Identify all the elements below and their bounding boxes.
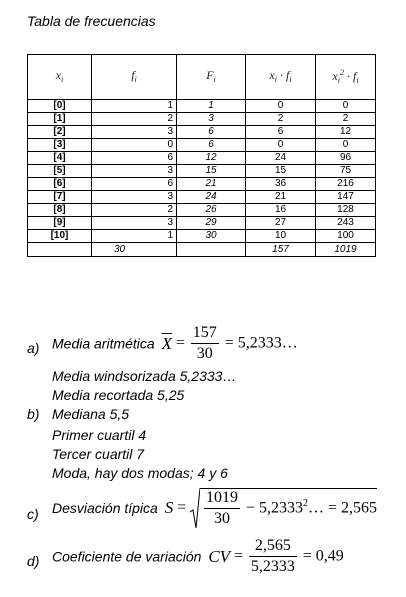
cell-F: 1 xyxy=(177,100,246,113)
std-fraction: $\frac{1019}{30}$ xyxy=(206,489,239,527)
page-title: Tabla de frecuencias xyxy=(27,13,156,29)
cell-f: 6 xyxy=(92,152,177,165)
table-row xyxy=(28,178,376,191)
cell-F: 29 xyxy=(177,217,246,230)
cell-x2f: 216 xyxy=(316,178,376,191)
answer-a-winsorized: Media windsorizada 5,2333… xyxy=(52,368,237,384)
answer-b-q1: Primer cuartil 4 xyxy=(52,427,147,443)
cell-x2f: 0 xyxy=(316,139,376,152)
cell-x: [2] xyxy=(28,126,92,139)
answer-b-label: b) xyxy=(27,406,40,422)
cell-x: [10] xyxy=(28,230,92,243)
cv-symbol: CV xyxy=(208,546,231,566)
cell-F: 15 xyxy=(177,165,246,178)
answer-b-mode: Moda, hay dos modas; 4 y 6 xyxy=(52,465,228,481)
cell-f: 3 xyxy=(92,191,177,204)
cell-xf: 6 xyxy=(246,126,316,139)
table-row xyxy=(28,230,376,243)
cell-x: [5] xyxy=(28,165,92,178)
answer-a-label: a) xyxy=(27,340,40,356)
cell-x: [1] xyxy=(28,113,92,126)
total-x2f: 1019 xyxy=(316,243,376,257)
cell-xf: 24 xyxy=(246,152,316,165)
table-row xyxy=(28,100,376,113)
cell-xf: 10 xyxy=(246,230,316,243)
cell-x2f: 147 xyxy=(316,191,376,204)
cell-xf: 27 xyxy=(246,217,316,230)
cell-xf: 36 xyxy=(246,178,316,191)
cell-x: [6] xyxy=(28,178,92,191)
header-xi: $x_i$ xyxy=(28,55,92,100)
cell-f: 3 xyxy=(92,165,177,178)
table-row xyxy=(28,191,376,204)
cell-x2f: 0 xyxy=(316,100,376,113)
answer-a-trimmed: Media recortada 5,25 xyxy=(52,387,185,403)
answer-d-text: Coeficiente de variación xyxy=(52,548,202,565)
answer-c-label: c) xyxy=(27,506,39,522)
cell-xf: 0 xyxy=(246,100,316,113)
cell-F: 6 xyxy=(177,139,246,152)
cv-result: = 0,49 xyxy=(302,547,344,565)
answer-c-text: Desviación típica xyxy=(52,500,158,516)
cell-F: 24 xyxy=(177,191,246,204)
cell-xf: 15 xyxy=(246,165,316,178)
table-row xyxy=(28,217,376,230)
table-row xyxy=(28,126,376,139)
cell-F: 21 xyxy=(177,178,246,191)
cell-x: [7] xyxy=(28,191,92,204)
totals-row xyxy=(28,243,376,257)
cell-x: [8] xyxy=(28,204,92,217)
table-row xyxy=(28,204,376,217)
answer-c-formula: Desviación típica S = $\frac{1019}{30}$ − $5,2333^2\dots = 2,565$ xyxy=(52,489,377,527)
cell-x: [3] xyxy=(28,139,92,152)
cell-x2f: 128 xyxy=(316,204,376,217)
cell-xf: 21 xyxy=(246,191,316,204)
cell-f: 1 xyxy=(92,100,177,113)
cell-x: [0] xyxy=(28,100,92,113)
cell-F: 30 xyxy=(177,230,246,243)
answer-a-formula: Media aritmética $\overline{X}$ = $\frac{157}{30}$ = 5,2333… xyxy=(52,324,298,362)
frequency-table xyxy=(27,54,376,257)
cell-f: 3 xyxy=(92,126,177,139)
cell-F: 26 xyxy=(177,204,246,217)
cell-f: 2 xyxy=(92,113,177,126)
header-fi: $f_i$ xyxy=(92,55,177,100)
mean-result: = 5,2333… xyxy=(224,334,298,352)
header-xi2-fi: $x_i^2 \cdot f_i$ xyxy=(316,55,376,100)
cv-fraction: $\frac{2,565}{5,2333}$ xyxy=(250,537,295,575)
std-symbol: S xyxy=(164,498,174,517)
totals-empty-F xyxy=(177,243,246,257)
cell-x: [9] xyxy=(28,217,92,230)
sqrt-symbol: $\frac{1019}{30}$ − $5,2333^2\dots = 2,565$ xyxy=(190,488,377,528)
mean-symbol: $\overline{X}$ xyxy=(161,333,172,353)
cell-F: 3 xyxy=(177,113,246,126)
header-xi-fi: $x_i \cdot f_i$ xyxy=(246,55,316,100)
total-f: 30 xyxy=(92,243,177,257)
cell-x2f: 12 xyxy=(316,126,376,139)
cell-F: 6 xyxy=(177,126,246,139)
cell-x2f: 96 xyxy=(316,152,376,165)
table-header-row xyxy=(28,55,376,100)
cell-f: 3 xyxy=(92,217,177,230)
mean-fraction: $\frac{157}{30}$ xyxy=(192,324,217,362)
cell-f: 2 xyxy=(92,204,177,217)
cell-x2f: 75 xyxy=(316,165,376,178)
cell-x2f: 100 xyxy=(316,230,376,243)
cell-x2f: 2 xyxy=(316,113,376,126)
radical-sign-icon xyxy=(190,488,200,528)
cell-x2f: 243 xyxy=(316,217,376,230)
header-Fi: $F_i$ xyxy=(177,55,246,100)
cell-f: 0 xyxy=(92,139,177,152)
answer-b-q3: Tercer cuartil 7 xyxy=(52,446,145,462)
cell-f: 6 xyxy=(92,178,177,191)
total-xf: 157 xyxy=(246,243,316,257)
cell-f: 1 xyxy=(92,230,177,243)
cell-x: [4] xyxy=(28,152,92,165)
cell-xf: 0 xyxy=(246,139,316,152)
totals-empty xyxy=(28,243,92,257)
cell-xf: 2 xyxy=(246,113,316,126)
answer-a-text: Media aritmética xyxy=(52,335,155,352)
table-row xyxy=(28,152,376,165)
answer-b-median: Mediana 5,5 xyxy=(52,406,130,422)
table-row xyxy=(28,139,376,152)
answer-d-formula: Coeficiente de variación CV = $\frac{2,565}{5,2333}$ = 0,49 xyxy=(52,537,344,575)
table-row xyxy=(28,165,376,178)
cell-xf: 16 xyxy=(246,204,316,217)
answer-d-label: d) xyxy=(27,553,40,569)
cell-F: 12 xyxy=(177,152,246,165)
table-row xyxy=(28,113,376,126)
